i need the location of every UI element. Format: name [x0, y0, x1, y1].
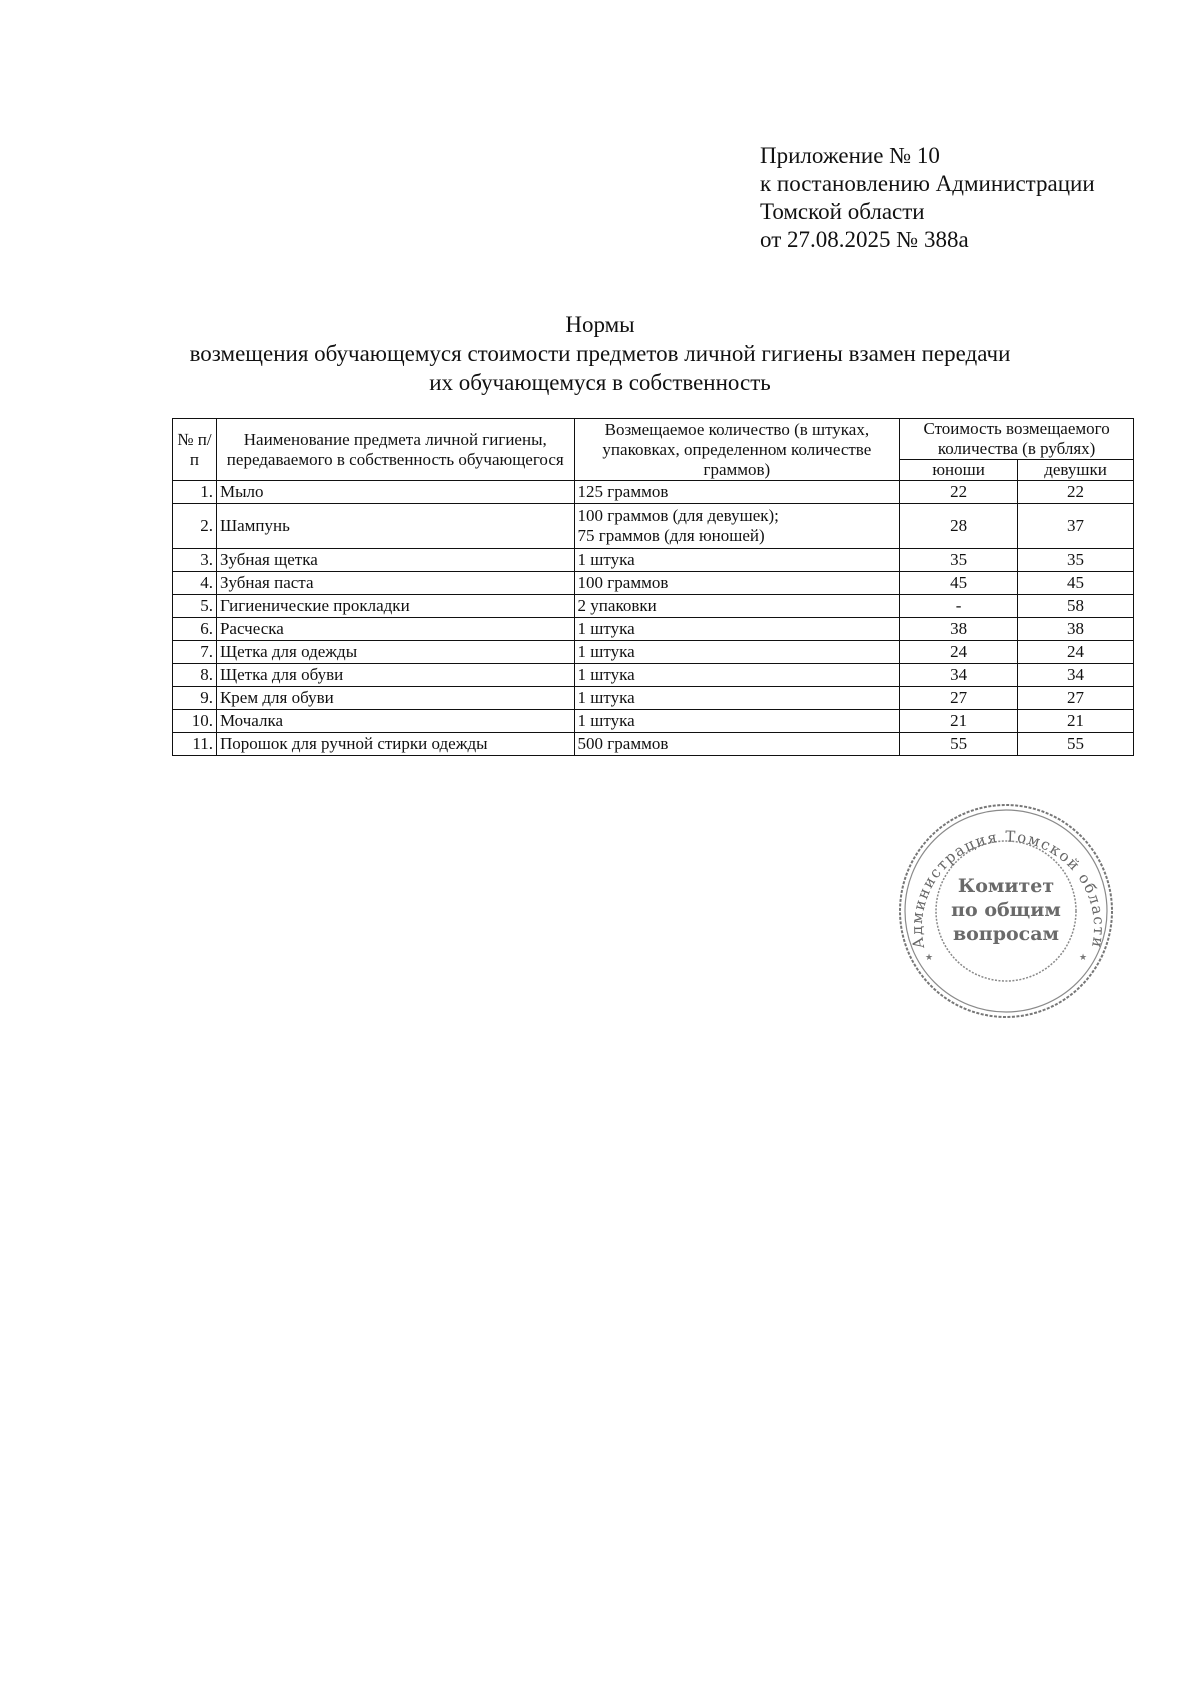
row-qty-second: 75 граммов (для юношей): [577, 526, 765, 545]
row-qty: 125 граммов: [574, 481, 900, 504]
row-girls: 35: [1018, 549, 1134, 572]
row-qty: 2 упаковки: [574, 595, 900, 618]
row-num: 9.: [173, 687, 217, 710]
row-girls: 45: [1018, 572, 1134, 595]
row-girls: 34: [1018, 664, 1134, 687]
row-boys: -: [900, 595, 1018, 618]
row-qty: 1 штука: [574, 687, 900, 710]
row-num: 2.: [173, 504, 217, 549]
row-qty-cell: [574, 504, 900, 549]
table-row: [173, 549, 1134, 572]
table-row: [173, 504, 1134, 549]
table-row: [173, 481, 1134, 504]
header-boys: юноши: [900, 460, 1018, 481]
row-name: Мыло: [216, 481, 574, 504]
row-qty: 500 граммов: [574, 733, 900, 756]
norms-table: [172, 418, 1134, 756]
stamp-ring-text: Администрация Томской области: [907, 827, 1109, 951]
row-girls: 55: [1018, 733, 1134, 756]
row-boys: 27: [900, 687, 1018, 710]
table-row: [173, 595, 1134, 618]
row-num: 6.: [173, 618, 217, 641]
table-row: [173, 710, 1134, 733]
stamp-center-line-2: по общим: [951, 899, 1061, 921]
row-qty: 1 штука: [574, 618, 900, 641]
row-boys: 21: [900, 710, 1018, 733]
row-qty: 100 граммов: [574, 572, 900, 595]
row-boys: 38: [900, 618, 1018, 641]
table-row: [173, 641, 1134, 664]
row-name: Щетка для одежды: [216, 641, 574, 664]
row-girls: 58: [1018, 595, 1134, 618]
document-title: [150, 310, 1050, 397]
row-num: 1.: [173, 481, 217, 504]
appendix-line: Приложение № 10: [760, 143, 940, 168]
row-qty: 1 штука: [574, 710, 900, 733]
stamp-center-line-3: вопросам: [952, 923, 1060, 945]
appendix-line: от 27.08.2025 № 388а: [760, 227, 969, 252]
row-name: Шампунь: [216, 504, 574, 549]
row-girls: 37: [1018, 504, 1134, 549]
row-name: Порошок для ручной стирки одежды: [216, 733, 574, 756]
stamp-star-left: ★: [925, 953, 934, 963]
row-num: 11.: [173, 733, 217, 756]
header-qty: Возмещаемое количество (в штуках, упаковках, определенном количестве граммов): [574, 419, 900, 481]
row-num: 4.: [173, 572, 217, 595]
row-num: 10.: [173, 710, 217, 733]
appendix-block: [760, 142, 1095, 254]
row-boys: 55: [900, 733, 1018, 756]
row-girls: 27: [1018, 687, 1134, 710]
row-name: Зубная щетка: [216, 549, 574, 572]
header-num: № п/п: [173, 419, 217, 481]
header-girls: девушки: [1018, 460, 1134, 481]
official-stamp: [895, 800, 1117, 1022]
row-boys: 24: [900, 641, 1018, 664]
row-num: 3.: [173, 549, 217, 572]
row-name: Зубная паста: [216, 572, 574, 595]
row-name: Щетка для обуви: [216, 664, 574, 687]
row-girls: 24: [1018, 641, 1134, 664]
row-boys: 35: [900, 549, 1018, 572]
row-boys: 28: [900, 504, 1018, 549]
stamp-center-line-1: Комитет: [957, 875, 1055, 897]
row-name: Гигиенические прокладки: [216, 595, 574, 618]
row-boys: 22: [900, 481, 1018, 504]
row-qty: 1 штука: [574, 641, 900, 664]
table-row: [173, 618, 1134, 641]
title-line-2: возмещения обучающемуся стоимости предметов личной гигиены взамен передачи: [189, 341, 1011, 366]
appendix-line: Томской области: [760, 199, 925, 224]
row-name: Мочалка: [216, 710, 574, 733]
row-boys: 34: [900, 664, 1018, 687]
row-name: Крем для обуви: [216, 687, 574, 710]
row-qty: 1 штука: [574, 664, 900, 687]
title-line-1: Нормы: [565, 312, 635, 337]
header-cost: Стоимость возмещаемого количества (в рублях): [900, 419, 1134, 460]
table-row: [173, 664, 1134, 687]
appendix-line: к постановлению Администрации: [760, 171, 1095, 196]
row-qty: 100 граммов (для девушек);: [577, 506, 779, 525]
table-row: [173, 572, 1134, 595]
row-girls: 21: [1018, 710, 1134, 733]
header-name: Наименование предмета личной гигиены, передаваемого в собственность обучающегося: [216, 419, 574, 481]
title-line-3: их обучающемуся в собственность: [429, 370, 771, 395]
row-boys: 45: [900, 572, 1018, 595]
table-row: [173, 687, 1134, 710]
row-num: 7.: [173, 641, 217, 664]
row-girls: 22: [1018, 481, 1134, 504]
row-name: Расческа: [216, 618, 574, 641]
row-num: 8.: [173, 664, 217, 687]
stamp-star-right: ★: [1079, 953, 1088, 963]
row-qty: 1 штука: [574, 549, 900, 572]
row-num: 5.: [173, 595, 217, 618]
row-girls: 38: [1018, 618, 1134, 641]
table-row: [173, 733, 1134, 756]
